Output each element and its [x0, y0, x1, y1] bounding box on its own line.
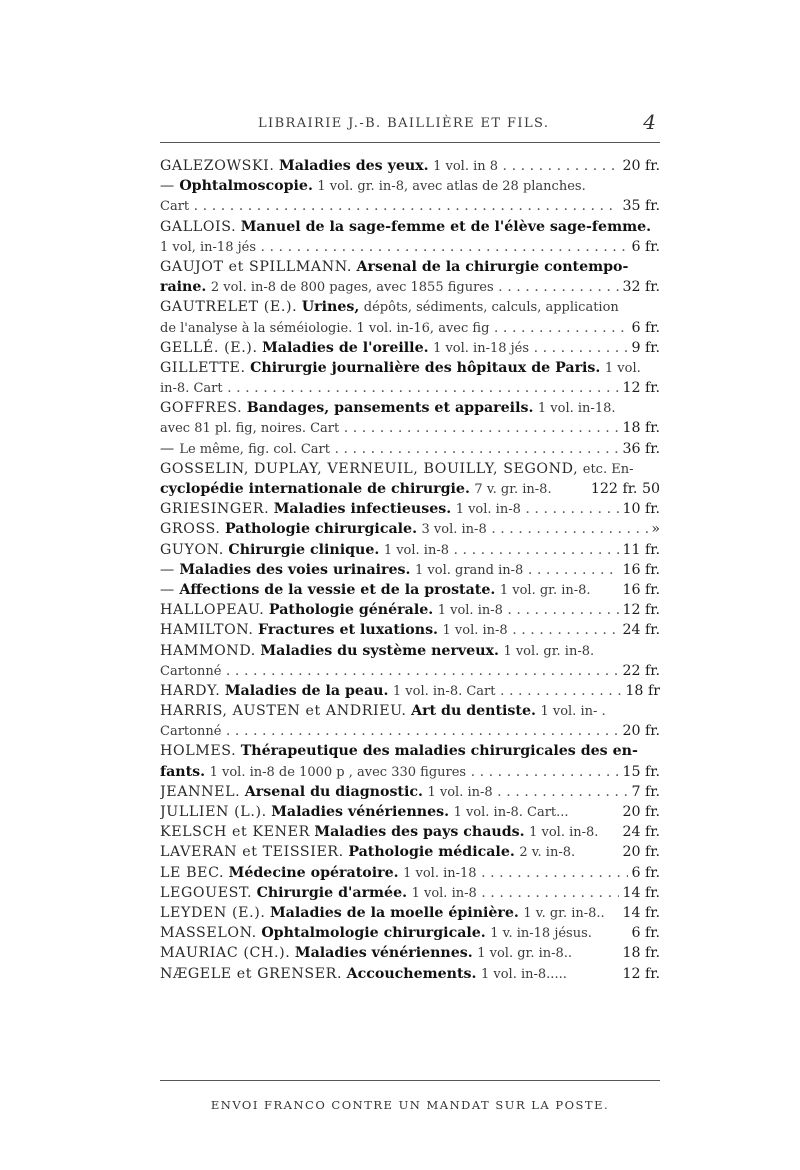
line-text	[160, 885, 660, 901]
author-name: GOFFRES.	[160, 400, 243, 417]
author-name: LE BEC.	[160, 864, 225, 881]
line-text	[160, 320, 660, 336]
line-text	[160, 501, 660, 517]
author-name: GUYON.	[160, 541, 224, 558]
line-text	[160, 178, 586, 194]
catalogue-entries	[160, 156, 660, 984]
book-detail: 2 v. in-8.	[519, 845, 576, 861]
catalogue-line	[160, 156, 660, 176]
catalogue-line	[160, 237, 660, 257]
author-name: —	[160, 561, 175, 578]
line-text	[160, 521, 660, 537]
book-detail: 1 vol. in-8. Cart	[392, 683, 496, 699]
author-name: JULLIEN (L.).	[160, 804, 267, 820]
line-text	[160, 400, 616, 416]
footer-rule	[160, 1080, 660, 1081]
book-detail: de l'analyse à la séméiologie. 1 vol. in-16, avec fig	[160, 320, 490, 336]
catalogue-line	[160, 822, 660, 842]
book-detail: 7 v. gr. in-8.	[474, 482, 552, 497]
catalogue-line	[160, 681, 660, 701]
book-title: Chirurgie clinique.	[228, 541, 380, 558]
book-title: Maladies du système nerveux.	[260, 642, 499, 659]
catalogue-line	[160, 540, 660, 560]
price: 22 fr.	[619, 661, 660, 681]
price: 12 fr.	[619, 600, 660, 620]
line-text	[160, 582, 591, 598]
author-name: KELSCH et KENER	[160, 824, 310, 841]
book-title: Ophtalmologie chirurgicale.	[261, 925, 486, 942]
book-title: Maladies des voies urinaires.	[179, 561, 411, 578]
price: »	[648, 519, 660, 539]
price: 6 fr.	[628, 923, 660, 943]
line-text	[160, 905, 605, 921]
line-text	[160, 562, 660, 578]
catalogue-line	[160, 560, 660, 580]
line-text	[160, 158, 660, 174]
price: 32 fr.	[619, 277, 660, 297]
book-title: Chirurgie journalière des hôpitaux de Paris.	[250, 359, 601, 376]
book-title: Maladies de la peau.	[224, 682, 389, 699]
catalogue-line	[160, 883, 660, 903]
book-title: Urines,	[301, 299, 360, 316]
book-detail: in-8. Cart	[160, 381, 223, 397]
book-detail: 2 vol. in-8 de 800 pages, avec 1855 figures	[210, 280, 494, 296]
author-name: HAMMOND.	[160, 642, 256, 659]
price: 6 fr.	[628, 318, 660, 338]
line-text	[160, 441, 660, 457]
author-name: MAURIAC (CH.).	[160, 945, 291, 962]
book-detail: 1 vol. in- .	[540, 704, 606, 720]
author-name: —	[160, 581, 175, 598]
line-text	[160, 380, 660, 396]
author-name: HALLOPEAU.	[160, 602, 265, 619]
book-title: Maladies des yeux.	[278, 158, 429, 174]
author-name: GELLÉ. (E.).	[160, 339, 258, 356]
price: 9 fr.	[628, 338, 660, 358]
book-title: Maladies vénériennes.	[271, 804, 450, 820]
catalogue-line	[160, 358, 660, 378]
book-title: Pathologie chirurgicale.	[224, 521, 418, 538]
book-detail: 1 vol. in 8	[433, 159, 499, 174]
line-text	[160, 844, 575, 860]
header-title: LIBRAIRIE J.-B. BAILLIÈRE ET FILS.	[258, 116, 550, 131]
price: 14 fr.	[619, 903, 660, 923]
book-title: Thérapeutique des maladies chirurgicales des en-	[240, 743, 638, 760]
catalogue-line	[160, 439, 660, 459]
catalogue-line	[160, 782, 660, 802]
line-text	[160, 360, 641, 376]
author-name: GILLETTE.	[160, 359, 246, 376]
book-detail: 1 vol. gr. in-8..	[477, 946, 573, 962]
catalogue-line	[160, 196, 660, 216]
book-detail: 1 vol. in-18 jés	[433, 340, 530, 356]
author-name: GAUTRELET (E.).	[160, 299, 298, 316]
line-text	[160, 683, 660, 699]
book-detail: 1 vol. in-8.....	[480, 966, 567, 982]
header-rule	[160, 142, 660, 143]
running-header	[160, 112, 660, 138]
line-text	[160, 723, 660, 739]
price: 16 fr.	[619, 580, 660, 600]
book-title: Chirurgie d'armée.	[256, 884, 408, 901]
book-title: Maladies infectieuses.	[273, 501, 452, 518]
book-title: Affections de la vessie et de la prostate.	[179, 581, 496, 598]
author-name: LEGOUEST.	[160, 884, 253, 901]
line-text	[160, 784, 660, 800]
book-title: Pathologie générale.	[268, 602, 434, 619]
book-detail: 1 v. in-18 jésus.	[490, 926, 592, 942]
book-detail: avec 81 pl. fig, noires. Cart	[160, 421, 340, 437]
price: 18 fr.	[619, 418, 660, 438]
catalogue-line	[160, 398, 660, 418]
price: 7 fr.	[628, 782, 660, 802]
catalogue-line	[160, 338, 660, 358]
author-name: LAVERAN et TEISSIER.	[160, 844, 344, 861]
price: 6 fr.	[628, 863, 660, 883]
book-detail: etc. En-	[582, 461, 634, 477]
author-name: GALEZOWSKI.	[160, 158, 275, 174]
line-text	[160, 420, 660, 436]
catalogue-line	[160, 378, 660, 398]
price: 10 fr.	[619, 499, 660, 519]
catalogue-line	[160, 701, 660, 721]
price: 24 fr.	[619, 822, 660, 842]
price: 16 fr.	[619, 560, 660, 580]
book-title: cyclopédie internationale de chirurgie.	[160, 481, 470, 497]
author-name: —	[160, 440, 175, 457]
author-name: NÆGELE et GRENSER.	[160, 965, 343, 982]
price: 15 fr.	[619, 762, 660, 782]
book-detail: 1 v. gr. in-8..	[523, 905, 605, 921]
catalogue-line	[160, 620, 660, 640]
line-text	[160, 602, 660, 618]
catalogue-line	[160, 459, 660, 479]
book-detail: 1 vol. gr. in-8.	[503, 643, 595, 659]
book-detail: 1 vol.	[604, 360, 641, 376]
author-name: GALLOIS.	[160, 218, 237, 235]
catalogue-line	[160, 741, 660, 761]
author-name: MASSELON.	[160, 925, 257, 942]
line-text	[160, 198, 660, 214]
line-text	[160, 804, 569, 820]
catalogue-line	[160, 580, 660, 600]
book-title: Art du dentiste.	[411, 703, 536, 720]
line-text	[160, 461, 633, 477]
book-title: Pathologie médicale.	[348, 844, 515, 861]
book-detail: 1 vol, in-18 jés	[160, 239, 256, 255]
catalogue-line	[160, 217, 660, 237]
author-name: GAUJOT et SPILLMANN.	[160, 258, 352, 275]
price: 14 fr.	[619, 883, 660, 903]
line-text	[160, 542, 660, 558]
price: 36 fr.	[619, 439, 660, 459]
book-title: Maladies de la moelle épinière.	[269, 904, 519, 921]
price: 20 fr.	[619, 721, 660, 741]
book-title: Bandages, pansements et appareils.	[246, 400, 534, 417]
line-text	[160, 966, 567, 982]
book-title: Maladies de l'oreille.	[262, 339, 429, 356]
catalogue-line	[160, 418, 660, 438]
book-detail: 1 vol. in-8	[442, 623, 508, 639]
catalogue-line	[160, 903, 660, 923]
catalogue-line	[160, 318, 660, 338]
author-name: HOLMES.	[160, 743, 237, 760]
price: 20 fr.	[619, 802, 660, 822]
book-detail: 1 vol. in-8 de 1000 p , avec 330 figures	[209, 764, 467, 780]
price: 12 fr.	[619, 378, 660, 398]
book-detail: 1 vol. grand in-8	[415, 562, 524, 578]
catalogue-line	[160, 479, 660, 499]
book-detail: 1 vol. in-18	[403, 865, 477, 881]
book-detail: 1 vol. gr. in-8.	[499, 582, 591, 598]
book-detail: 1 vol. gr. in-8, avec atlas de 28 planches.	[317, 179, 586, 195]
catalogue-line	[160, 297, 660, 317]
catalogue-line	[160, 600, 660, 620]
book-detail: Cart	[160, 199, 190, 215]
line-text	[160, 865, 660, 881]
price: 18 fr.	[619, 943, 660, 963]
line-text	[160, 743, 638, 759]
book-detail: 1 vol. in-8	[427, 784, 493, 800]
line-text	[160, 945, 572, 961]
book-detail: 1 vol. in-8	[383, 542, 450, 558]
catalogue-line	[160, 943, 660, 963]
line-text	[160, 703, 606, 719]
line-text	[160, 622, 660, 638]
price: 18 fr	[622, 681, 660, 701]
line-text	[160, 643, 594, 659]
catalogue-line	[160, 499, 660, 519]
price: 20 fr.	[619, 842, 660, 862]
author-name: JEANNEL.	[160, 783, 241, 800]
page-number: 4	[643, 110, 656, 134]
line-text	[160, 925, 592, 941]
book-title: fants.	[160, 763, 206, 780]
line-text	[160, 824, 598, 840]
book-detail: Cartonné	[160, 724, 222, 740]
catalogue-line	[160, 762, 660, 782]
catalogue-line	[160, 641, 660, 661]
book-detail: Cartonné	[160, 663, 222, 679]
catalogue-line	[160, 661, 660, 681]
line-text	[160, 259, 628, 275]
price: 6 fr.	[628, 237, 660, 257]
author-name: —	[160, 178, 175, 195]
catalogue-line	[160, 802, 660, 822]
catalogue-line	[160, 277, 660, 297]
author-name: GRIESINGER.	[160, 501, 270, 518]
book-title: Ophtalmoscopie.	[179, 178, 313, 195]
author-name: GROSS.	[160, 521, 221, 538]
book-title: raine.	[160, 279, 207, 296]
line-text	[160, 663, 660, 679]
price: 122 fr. 50	[588, 479, 660, 499]
catalogue-line	[160, 964, 660, 984]
line-text	[160, 279, 660, 295]
price: 11 fr.	[619, 540, 660, 560]
book-title: Médecine opératoire.	[228, 864, 399, 881]
book-detail: 1 vol. in-8	[437, 603, 503, 619]
author-name: HARRIS, AUSTEN et ANDRIEU.	[160, 703, 407, 720]
author-name: HARDY.	[160, 682, 221, 699]
line-text	[160, 219, 651, 235]
catalogue-line	[160, 842, 660, 862]
book-title: Maladies des pays chauds.	[314, 824, 525, 841]
author-name: GOSSELIN, DUPLAY, VERNEUIL, BOUILLY, SEGOND,	[160, 460, 579, 477]
book-detail: 1 vol. in-8	[455, 502, 521, 518]
footer-notice: ENVOI FRANCO CONTRE UN MANDAT SUR LA POSTE.	[210, 1098, 610, 1112]
author-name: LEYDEN (E.).	[160, 904, 266, 921]
price: 24 fr.	[619, 620, 660, 640]
book-detail: 1 vol. in-8	[411, 885, 477, 901]
book-title: Maladies vénériennes.	[294, 945, 473, 962]
book-title: Fractures et luxations.	[258, 622, 438, 639]
catalogue-line	[160, 257, 660, 277]
book-detail: 1 vol. in-8.	[529, 825, 599, 841]
price: 20 fr.	[619, 156, 660, 176]
book-title: Arsenal de la chirurgie contempo-	[356, 258, 629, 275]
book-title: Accouchements.	[346, 965, 477, 982]
book-detail: dépôts, sédiments, calculs, application	[363, 300, 619, 316]
price: 35 fr.	[619, 196, 660, 216]
book-detail: 1 vol. in-8. Cart...	[453, 805, 569, 820]
line-text	[160, 239, 660, 255]
book-title: Arsenal du diagnostic.	[244, 783, 423, 800]
book-detail: 1 vol. in-18.	[537, 401, 616, 417]
catalogue-line	[160, 519, 660, 539]
book-detail: 3 vol. in-8	[421, 522, 487, 538]
catalogue-line	[160, 176, 660, 196]
book-detail: Le même, fig. col. Cart	[179, 441, 330, 457]
line-text	[160, 299, 619, 315]
line-text	[160, 340, 660, 356]
author-name: HAMILTON.	[160, 622, 254, 639]
catalogue-line	[160, 721, 660, 741]
price: 12 fr.	[619, 964, 660, 984]
catalogue-line	[160, 923, 660, 943]
book-title: Manuel de la sage-femme et de l'élève sage-femme.	[240, 218, 652, 235]
catalogue-line	[160, 863, 660, 883]
line-text	[160, 764, 660, 780]
line-text	[160, 481, 552, 497]
